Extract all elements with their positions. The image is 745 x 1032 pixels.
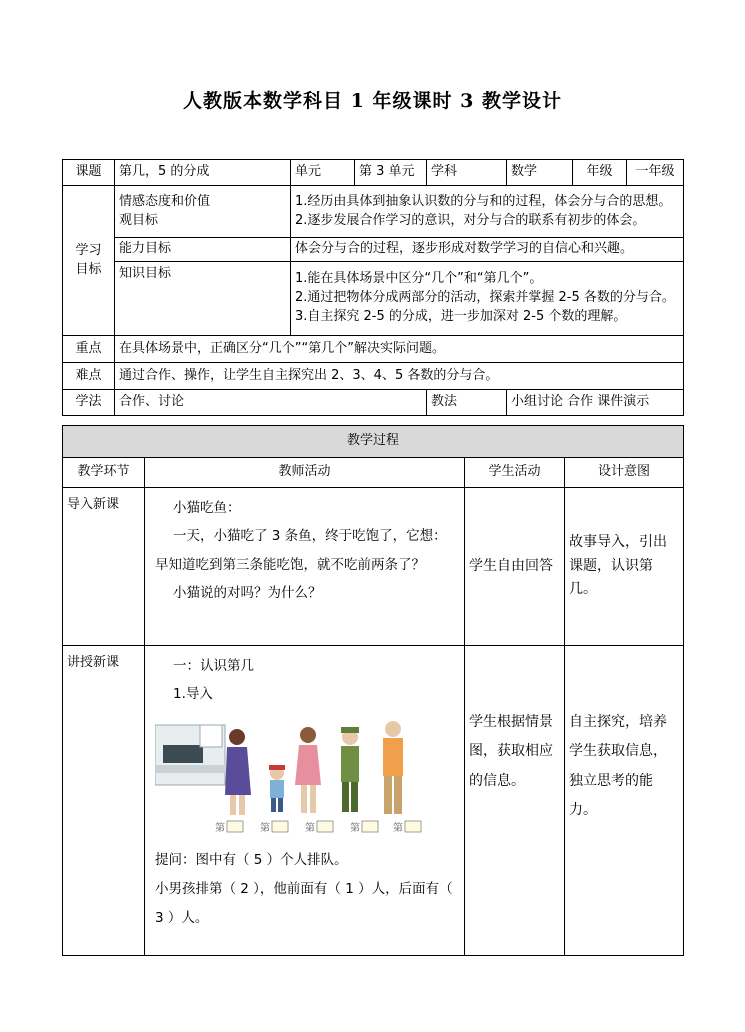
col-student: 学生活动: [465, 458, 565, 488]
course-value: 第几，5 的分成: [115, 160, 291, 186]
emotion-item: 2.逐步发展合作学习的意识，对分与合的联系有初步的体会。: [295, 212, 646, 228]
person-man: [383, 721, 403, 814]
ordinal-label: 第: [215, 822, 225, 834]
col-teacher: 教师活动: [145, 458, 465, 488]
ordinal-label: 第: [305, 822, 315, 834]
teacher-activity-intro: [145, 488, 465, 646]
queue-illustration: [155, 715, 425, 835]
teacher-activity-new-lesson: [145, 646, 465, 956]
lesson-info-table: [62, 159, 684, 416]
teaching-process-table: [62, 425, 684, 956]
process-header: 教学过程: [63, 426, 684, 458]
person-woman-2: [295, 727, 321, 813]
page-title: 人教版本数学科目 1 年级课时 3 教学设计: [183, 90, 562, 112]
unit-value: 第 3 单元: [355, 160, 427, 186]
teach-method-label: 教法: [427, 390, 507, 416]
col-intent: 设计意图: [565, 458, 684, 488]
teach-method-value: 小组讨论 合作 课件演示: [507, 390, 684, 416]
emotion-items: [291, 186, 684, 238]
subject-value: 数学: [507, 160, 573, 186]
grade-value: 一年级: [627, 160, 684, 186]
person-woman-1: [225, 729, 251, 815]
section-heading: 一：认识第几: [173, 658, 254, 674]
key-point-label: 重点: [63, 336, 115, 363]
knowledge-items: [291, 262, 684, 336]
person-soldier: [341, 727, 359, 812]
knowledge-item: 3.自主探究 2-5 的分成，进一步加深对 2-5 个数的理解。: [295, 308, 627, 324]
design-intent-new-lesson: 自主探究，培养学生获取信息，独立思考的能力。: [565, 646, 684, 956]
course-label: 课题: [63, 160, 115, 186]
difficulty-text: 通过合作、操作，让学生自主探究出 2、3、4、5 各数的分与合。: [115, 363, 684, 390]
teacher-line: 小猫吃鱼：: [173, 500, 241, 516]
emotion-label: 情感态度和价值观目标: [115, 186, 291, 238]
person-boy: [269, 765, 285, 812]
objectives-label: 学习目标: [63, 186, 115, 336]
learn-method-value: 合作、讨论: [115, 390, 427, 416]
ability-text: 体会分与合的过程，逐步形成对数学学习的自信心和兴趣。: [291, 238, 684, 262]
sub-heading: 1.导入: [173, 686, 213, 703]
difficulty-label: 难点: [63, 363, 115, 390]
question-1: 提问：图中有（ 5 ）个人排队。: [155, 851, 348, 868]
emotion-item: 1.经历由具体到抽象认识数的分与和的过程，体会分与合的思想。: [295, 193, 672, 209]
stage-new-lesson: 讲授新课: [63, 646, 145, 956]
knowledge-item: 1.能在具体场景中区分“几个”和“第几个”。: [295, 271, 543, 287]
teacher-line: 小猫说的对吗？为什么？: [173, 585, 322, 602]
key-point-text: 在具体场景中，正确区分“几个”“第几个”解决实际问题。: [115, 336, 684, 363]
teacher-line: 早知道吃到第三条能吃饱，就不吃前两条了？: [155, 556, 425, 573]
ability-label: 能力目标: [115, 238, 291, 262]
knowledge-item: 2.通过把物体分成两部分的活动，探索并掌握 2-5 各数的分与合。: [295, 290, 675, 306]
ordinal-label: 第: [350, 822, 360, 834]
knowledge-label: 知识目标: [115, 262, 291, 336]
ordinal-label: 第: [260, 822, 270, 834]
ordinal-boxes: [215, 821, 421, 834]
grade-label: 年级: [573, 160, 627, 186]
table-row: [63, 646, 684, 956]
student-activity-new-lesson: 学生根据情景图，获取相应的信息。: [465, 646, 565, 956]
ordinal-label: 第: [393, 822, 403, 834]
subject-label: 学科: [427, 160, 507, 186]
unit-label: 单元: [291, 160, 355, 186]
stage-intro: 导入新课: [63, 488, 145, 646]
learn-method-label: 学法: [63, 390, 115, 416]
student-activity-intro: 学生自由回答: [465, 488, 565, 646]
table-row: [63, 488, 684, 646]
question-2: 小男孩排第（ 2 ），他前面有（ 1 ）人，后面有（ 3 ）人。: [155, 880, 453, 926]
teacher-line: 一天，小猫吃了 3 条鱼，终于吃饱了，它想：: [173, 528, 447, 545]
design-intent-intro: 故事导入，引出课题，认识第几。: [565, 488, 684, 646]
col-stage: 教学环节: [63, 458, 145, 488]
